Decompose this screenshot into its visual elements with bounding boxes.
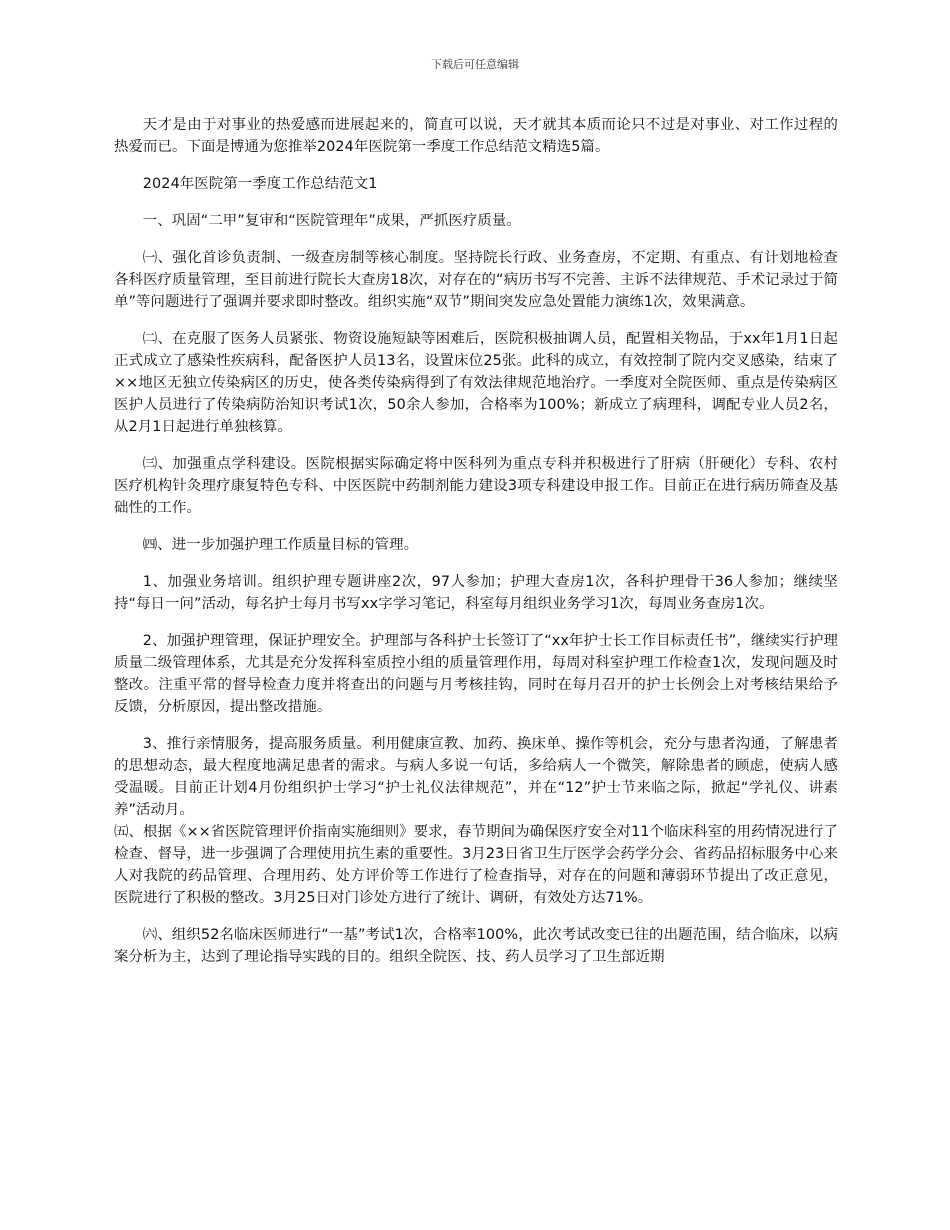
paragraph-item-6: ㈥、组织52名临床医师进行“一基”考试1次，合格率100%，此次考试改变已往的出题范围，结合临床，以病案分析为主，达到了理论指导实践的目的。组织全院医、技、药人员学习了卫生部近期 xyxy=(114,927,838,965)
paragraph-item-4: ㈣、进一步加强护理工作质量目标的管理。 xyxy=(142,537,419,553)
paragraph-sub-3: 3、推行亲情服务，提高服务质量。利用健康宣教、加药、换床单、操作等机会，充分与患者沟通，了解患者的思想动态，最大程度地满足患者的需求。与病人多说一句话，多给病人一个微笑，解除患者的顾虑，使病人感受温暖。目前正计划4月份组织护士学习“护士礼仪法律规范”，并在“12”护士节来临之际，掀起“学礼仪、讲素养”活动月。 xyxy=(114,736,838,818)
section-title: 2024年医院第一季度工作总结范文1 xyxy=(142,176,378,192)
paragraph-item-5: ㈤、根据《××省医院管理评价指南实施细则》要求，春节期间为确保医疗安全对11个临床科室的用药情况进行了检查、督导，进一步强调了合理使用抗生素的重要性。3月23日省卫生厅医学会药学分会、省药品招标服务中心来人对我院的药品管理、合理用药、处方评价等工作进行了检查指导，对存在的问题和薄弱环节提出了改正意见，医院进行了积极的整改。3月25日对门诊处方进行了统计、调研，有效处方达71%。 xyxy=(114,824,838,906)
document-body xyxy=(114,114,838,983)
paragraph-sub-1: 1、加强业务培训。组织护理专题讲座2次，97人参加；护理大查房1次，各科护理骨干36人参加；继续坚持“每日一问”活动，每名护士每月书写xx字学习笔记，科室每月组织业务学习1次，每周业务查房1次。 xyxy=(114,574,838,612)
page-header-note: 下载后可任意编辑 xyxy=(431,58,519,71)
paragraph-item-3: ㈢、加强重点学科建设。医院根据实际确定将中医科列为重点专科并积极进行了肝病（肝硬化）专科、农村医疗机构针灸理疗康复特色专科、中医医院中药制剂能力建设3项专科建设申报工作。目前正在进行病历筛查及基础性的工作。 xyxy=(114,456,838,516)
paragraph-item-1: ㈠、强化首诊负责制、一级查房制等核心制度。坚持院长行政、业务查房，不定期、有重点、有计划地检查各科医疗质量管理，至目前进行院长大查房18次，对存在的“病历书写不完善、主诉不法律规范、手术记录过于简单”等问题进行了强调并要求即时整改。组织实施“双节”期间突发应急处置能力演练1次，效果满意。 xyxy=(114,250,838,310)
paragraph-item-2: ㈡、在克服了医务人员紧张、物资设施短缺等困难后，医院积极抽调人员，配置相关物品，于xx年1月1日起正式成立了感染性疾病科，配备医护人员13名，设置床位25张。此科的成立，有效控制了院内交叉感染，结束了××地区无独立传染病区的历史，使各类传染病得到了有效法律规范地治疗。一季度对全院医师、重点是传染病区医护人员进行了传染病防治知识考试1次，50余人参加，合格率为100%；新成立了病理科，调配专业人员2名，从2月1日起进行单独核算。 xyxy=(114,331,838,435)
heading-1: 一、巩固“二甲”复审和“医院管理年”成果，严抓医疗质量。 xyxy=(142,213,521,229)
intro-paragraph: 天才是由于对事业的热爱感而进展起来的，简直可以说，天才就其本质而论只不过是对事业、对工作过程的热爱而已。下面是博通为您推举2024年医院第一季度工作总结范文精选5篇。 xyxy=(114,117,838,155)
paragraph-sub-2: 2、加强护理管理，保证护理安全。护理部与各科护士长签订了“xx年护士长工作目标责任书”，继续实行护理质量二级管理体系，尤其是充分发挥科室质控小组的质量管理作用，每周对科室护理工作检查1次，发现问题及时整改。注重平常的督导检查力度并将查出的问题与月考核挂钩，同时在每月召开的护士长例会上对考核结果给予反馈，分析原因，提出整改措施。 xyxy=(114,633,838,715)
